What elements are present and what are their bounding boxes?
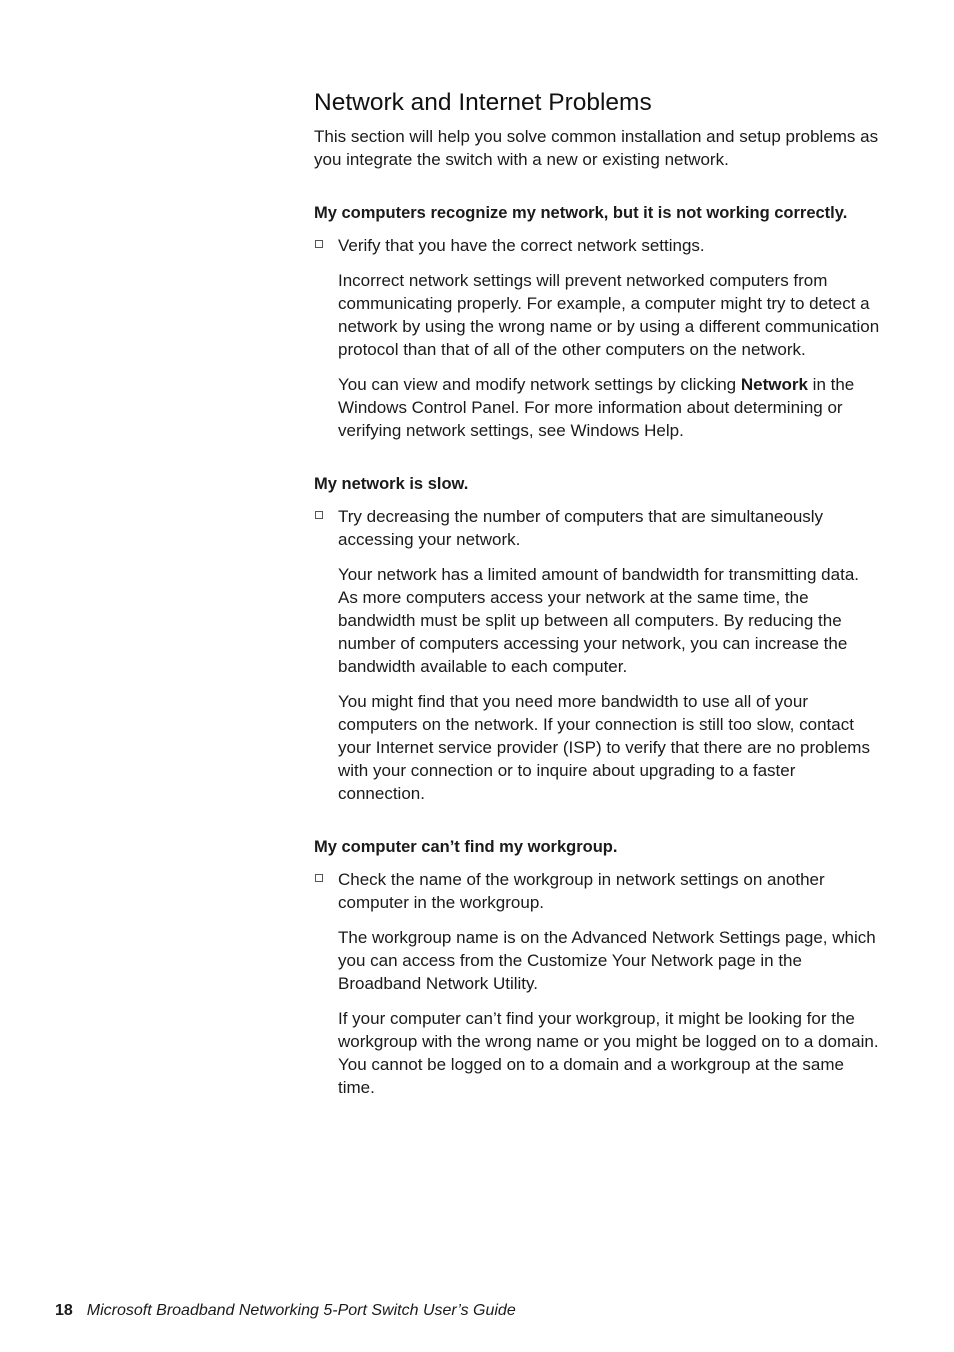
page-content xyxy=(314,88,880,1130)
section-heading: My computer can’t find my workgroup. xyxy=(314,838,618,856)
body-paragraph: The workgroup name is on the Advanced Network Settings page, which you can access from the Customize Your Network page in the Broadband Network Utility. xyxy=(338,928,876,993)
section-heading: My computers recognize my network, but it is not working correctly. xyxy=(314,204,848,222)
square-bullet-icon xyxy=(315,511,323,519)
section-heading: My network is slow. xyxy=(314,475,469,493)
square-bullet-icon xyxy=(315,874,323,882)
body-paragraph: If your computer can’t find your workgroup, it might be looking for the workgroup with the wrong name or you might be logged on to a domain. You cannot be logged on to a domain and a workgroup at the same time. xyxy=(338,1009,879,1097)
bullet-text: Check the name of the workgroup in network settings on another computer in the workgroup. xyxy=(338,870,825,912)
page-footer xyxy=(55,1300,516,1322)
text-segment: in the Windows Control Panel. For more information about determining or verifying network settings, see Windows Help. xyxy=(338,375,855,440)
body-paragraph-network-settings xyxy=(338,373,880,442)
intro-paragraph: This section will help you solve common installation and setup problems as you integrate the switch with a new or existing network. xyxy=(314,127,879,169)
body-paragraph: Incorrect network settings will prevent networked computers from communicating properly. For example, a computer might try to detect a network by using the wrong name or by using a different communication protocol than that of all of the other computers on the network. xyxy=(338,271,880,359)
bullet-item xyxy=(314,868,880,914)
page-number: 18 xyxy=(55,1302,73,1319)
bullet-item xyxy=(314,234,880,257)
network-term: Network xyxy=(740,375,808,394)
text-segment: You can view and modify network settings by clicking xyxy=(338,375,741,394)
section-workgroup-not-found xyxy=(314,836,880,1099)
section-network-not-working xyxy=(314,202,880,442)
square-bullet-icon xyxy=(315,240,323,248)
bullet-text: Verify that you have the correct network settings. xyxy=(338,236,705,255)
bullet-item xyxy=(314,505,880,551)
bullet-text: Try decreasing the number of computers that are simultaneously accessing your network. xyxy=(338,507,824,549)
body-paragraph: You might find that you need more bandwidth to use all of your computers on the network. If your connection is still too slow, contact your Internet service provider (ISP) to verify that there are no problems with your connection or to inquire about upgrading to a faster connection. xyxy=(338,692,870,803)
section-network-slow xyxy=(314,473,880,805)
page-title: Network and Internet Problems xyxy=(314,89,652,116)
body-paragraph: Your network has a limited amount of bandwidth for transmitting data. As more computers access your network at the same time, the bandwidth must be split up between all computers. By reducing the number of computers accessing your network, you can increase the bandwidth available to each computer. xyxy=(338,565,859,676)
guide-title: Microsoft Broadband Networking 5-Port Switch User’s Guide xyxy=(86,1302,516,1319)
